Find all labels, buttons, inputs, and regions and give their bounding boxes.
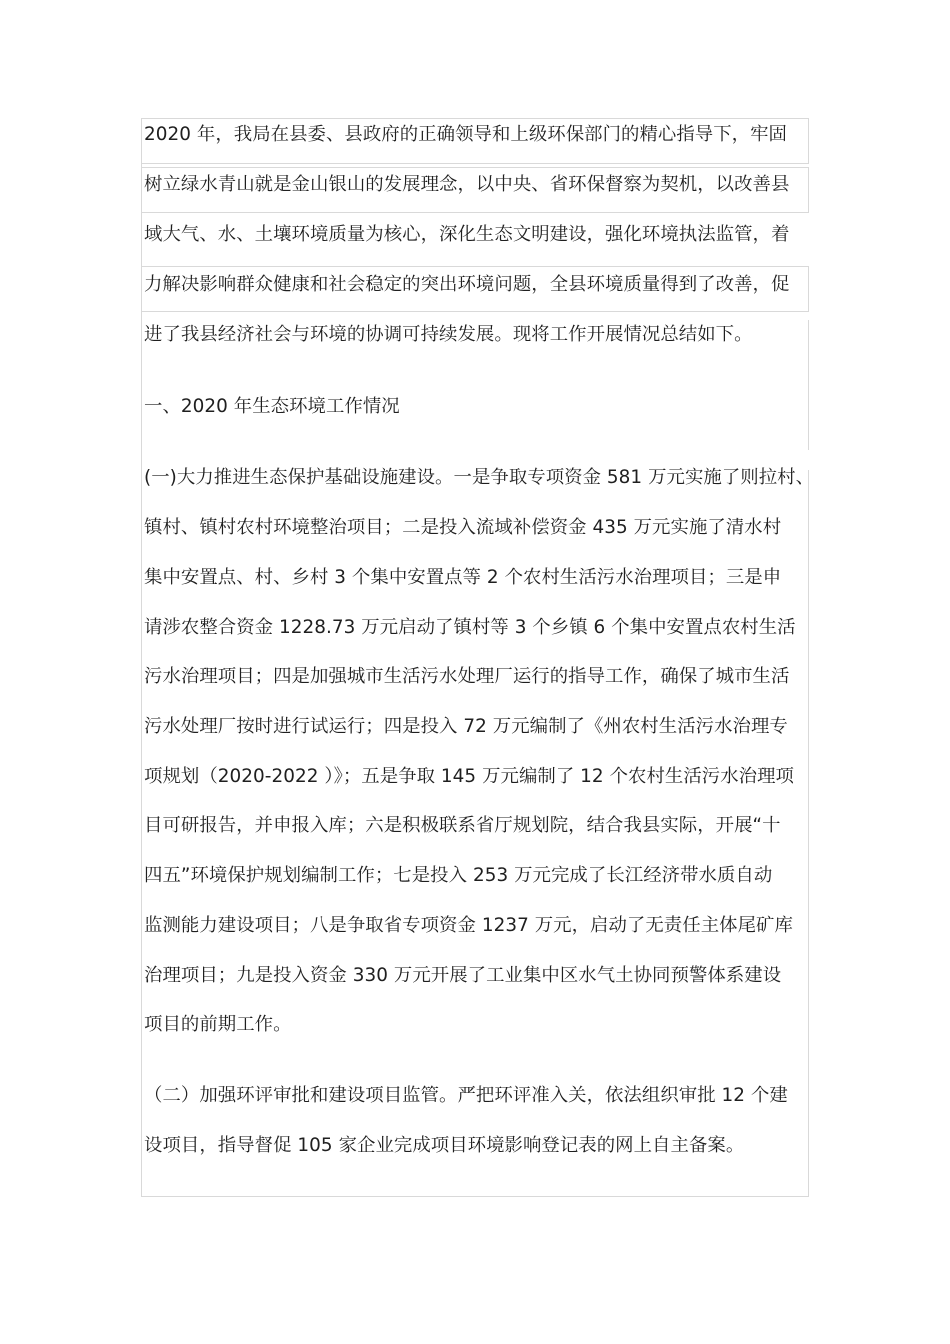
section1-line: 目可研报告，并申报入库；六是积极联系省厅规划院，结合我县实际，开展“十: [144, 815, 781, 836]
section1-line: 污水治理项目；四是加强城市生活污水处理厂运行的指导工作，确保了城市生活: [144, 666, 790, 687]
section1-line: (一)大力推进生态保护基础设施建设。一是争取专项资金 581 万元实施了则拉村、: [144, 467, 815, 488]
intro-line: 2020 年，我局在县委、县政府的正确领导和上级环保部门的精心指导下，牢固: [144, 124, 787, 145]
section1-line: 四五”环境保护规划编制工作；七是投入 253 万元完成了长江经济带水质自动: [144, 865, 773, 886]
intro-line: 域大气、水、土壤环境质量为核心，深化生态文明建设，强化环境执法监管，着: [144, 224, 790, 245]
intro-line: 树立绿水青山就是金山银山的发展理念，以中央、省环保督察为契机，以改善县: [144, 174, 790, 195]
section1-line: 监测能力建设项目；八是争取省专项资金 1237 万元，启动了无责任主体尾矿库: [144, 915, 793, 936]
section1-line: 治理项目；九是投入资金 330 万元开展了工业集中区水气土协同预警体系建设: [144, 965, 782, 986]
section2-line: （二）加强环评审批和建设项目监管。严把环评准入关，依法组织审批 12 个建: [144, 1085, 788, 1106]
section1-line: 集中安置点、村、乡村 3 个集中安置点等 2 个农村生活污水治理项目；三是申: [144, 567, 782, 588]
intro-line: 力解决影响群众健康和社会稳定的突出环境问题，全县环境质量得到了改善，促: [144, 274, 790, 295]
section1-line: 项目的前期工作。: [144, 1014, 292, 1035]
section-heading: 一、2020 年生态环境工作情况: [144, 396, 400, 417]
intro-line: 进了我县经济社会与环境的协调可持续发展。现将工作开展情况总结如下。: [144, 324, 753, 345]
section1-line: 项规划（2020-2022 ）》；五是争取 145 万元编制了 12 个农村生活污水治理项: [144, 766, 794, 787]
section1-line: 请涉农整合资金 1228.73 万元启动了镇村等 3 个乡镇 6 个集中安置点农村生活: [144, 617, 796, 638]
section1-line: 污水处理厂按时进行试运行；四是投入 72 万元编制了《州农村生活污水治理专: [144, 716, 788, 737]
section1-line: 镇村、镇村农村环境整治项目；二是投入流域补偿资金 435 万元实施了清水村: [144, 517, 782, 538]
frame-left-edge: [141, 118, 142, 1196]
section2-line: 设项目，指导督促 105 家企业完成项目环境影响登记表的网上自主备案。: [144, 1135, 745, 1156]
frame-bottom-edge: [141, 1196, 809, 1197]
